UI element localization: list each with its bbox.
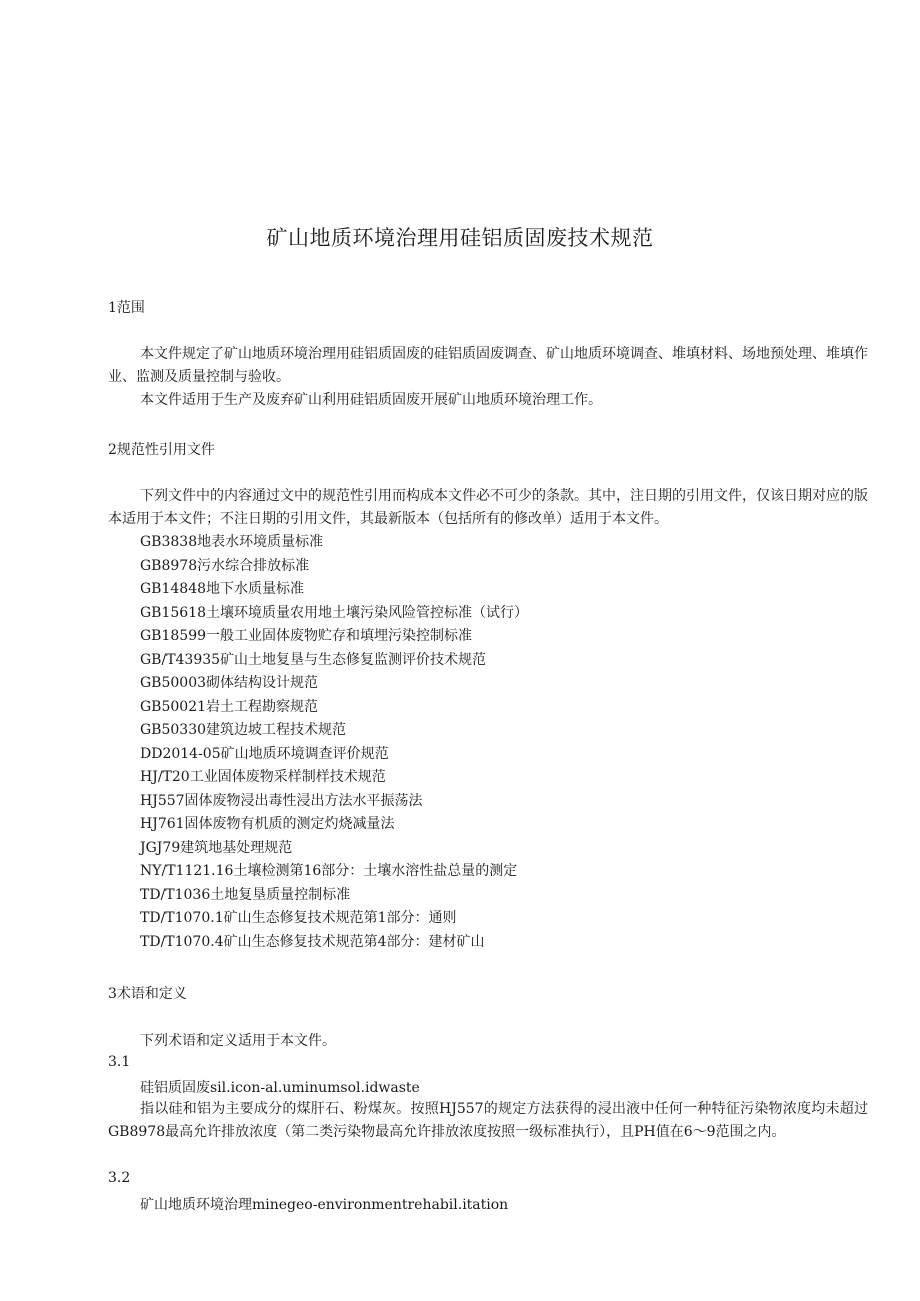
reference-item: GB/T43935矿山土地复垦与生态修复监测评价技术规范	[140, 651, 487, 668]
reference-item: NY/T1121.16土壤检测第16部分：土壤水溶性盐总量的测定	[140, 863, 518, 879]
reference-item: GB14848地下水质量标准	[140, 581, 305, 597]
reference-item: JGJ79建筑地基处理规范	[140, 839, 293, 856]
document-title: 矿山地质环境治理用硅铝质固废技术规范	[266, 226, 654, 250]
reference-item: GB50003砌体结构设计规范	[140, 675, 319, 691]
term-3-1-number: 3.1	[108, 1054, 131, 1070]
reference-item: TD/T1070.1矿山生态修复技术规范第1部分：通则	[140, 910, 457, 926]
section-1-paragraph-2: 本文件适用于生产及废弃矿山利用硅铝质固废开展矿山地质环境治理工作。	[140, 392, 602, 408]
section-2-intro: 下列文件中的内容通过文中的规范性引用而构成本文件必不可少的条款。其中，注日期的引用文件，仅该日期对应的版本适用于本文件；不注日期的引用文件，其最新版本（包括所有的修改单）适用于本文件。	[108, 488, 868, 527]
reference-item: GB8978污水综合排放标准	[140, 557, 310, 574]
reference-list	[140, 531, 528, 954]
section-2-heading: 2规范性引用文件	[108, 442, 215, 458]
term-3-1-definition: 指以硅和铝为主要成分的煤肝石、粉煤灰。按照HJ557的规定方法获得的浸出液中任何一种特征污染物浓度均未超过GB8978最高允许排放浓度（第二类污染物最高允许排放浓度按照一级标准执行），且PH值在6〜9范围之内。	[108, 1101, 868, 1140]
reference-item: GB15618土壤环境质量农用地土壤污染风险管控标准（试行）	[140, 604, 529, 621]
section-1-heading: 1范围	[108, 300, 145, 316]
reference-item: HJ/T20工业固体废物采样制样技术规范	[140, 769, 386, 785]
reference-item: HJ557固体废物浸出毒性浸出方法水平振荡法	[140, 792, 423, 809]
reference-item: TD/T1070.4矿山生态修复技术规范第4部分：建材矿山	[140, 933, 485, 950]
section-3-intro: 下列术语和定义适用于本文件。	[140, 1033, 336, 1049]
reference-item: TD/T1036土地复垦质量控制标准	[140, 886, 351, 903]
term-3-1-name: 硅铝质固废sil.icon-al.uminumsol.idwaste	[140, 1080, 420, 1096]
reference-item: DD2014-05矿山地质环境调查评价规范	[140, 745, 389, 762]
term-3-2-name: 矿山地质环境治理minegeo-environmentrehabil.itation	[140, 1197, 509, 1213]
reference-item: GB3838地表水环境质量标准	[140, 534, 324, 550]
reference-item: GB18599一般工业固体废物贮存和填埋污染控制标准	[140, 628, 473, 644]
reference-item: HJ761固体废物有机质的测定灼烧减量法	[140, 816, 395, 832]
reference-item: GB50330建筑边坡工程技术规范	[140, 722, 347, 738]
term-3-2-number: 3.2	[108, 1170, 131, 1186]
section-3-heading: 3术语和定义	[108, 986, 187, 1002]
reference-item: GB50021岩土工程勘察规范	[140, 698, 319, 715]
section-1-paragraph-1: 本文件规定了矿山地质环境治理用硅铝质固废的硅铝质固废调查、矿山地质环境调查、堆填材料、场地预处理、堆填作业、监测及质量控制与验收。	[108, 346, 868, 385]
